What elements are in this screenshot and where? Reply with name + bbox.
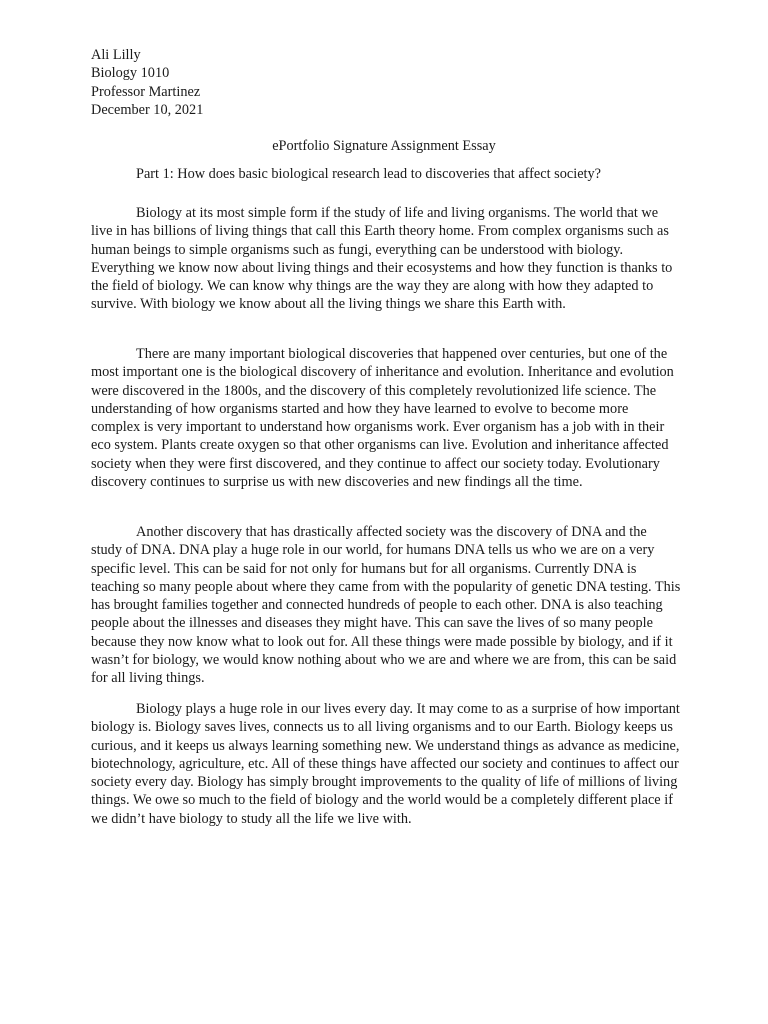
document-date: December 10, 2021 bbox=[91, 101, 204, 118]
part-heading: Part 1: How does basic biological research lead to discoveries that affect society? bbox=[136, 166, 602, 182]
course-name: Biology 1010 bbox=[91, 65, 170, 82]
paragraph-4: Biology plays a huge role in our lives every day. It may come to as a surprise of how important biology is. Biology saves lives, connects us to all living organisms and to our Earth. Biology keeps us curious, and it keeps us always learning something new. We understand things as advance as medicine, biotechnology, agriculture, etc. All of these things have affected our society and continues to affect our society every day. Biology has simply brought improvements to the quality of life of millions of living things. We owe so much to the field of biology and the world would be a completely different place if we didn’t have biology to study all the life we live with. bbox=[91, 701, 680, 827]
document-header bbox=[91, 46, 691, 119]
paragraph-3: Another discovery that has drastically affected society was the discovery of DNA and the study of DNA. DNA play a huge role in our world, for humans DNA tells us who we are on a very specific level. This can be said for not only for humans but for all organisms. Currently DNA is teaching so many people about where they came from with the popularity of genetic DNA testing. This has brought families together and connected hundreds of people to each other. DNA is also teaching people about the illnesses and diseases they might have. This can save the lives of so many people because they now know what to look out for. All these things were made possible by biology, and if it wasn’t for biology, we would know nothing about who we are and where we are from, this can be said for all living things. bbox=[91, 524, 681, 687]
paragraph-1: Biology at its most simple form if the study of life and living organisms. The world that we live in has billions of living things that call this Earth theory home. From complex organisms such as human beings to simple organisms such as fungi, everything can be understood with biology. Everything we know now about living things and their ecosystems and how they function is thanks to the field of biology. We can know why things are the way they are along with how they adapted to survive. With biology we know about all the living things we share this Earth with. bbox=[91, 205, 673, 313]
paragraph-2: There are many important biological discoveries that happened over centuries, but one of the most important one is the biological discovery of inheritance and evolution. Inheritance and evolution were discovered in the 1800s, and the discovery of this completely revolutionized life science. The understanding of how organisms started and how they have learned to evolve to become more complex is very important to understand how organisms work. Ever organism has a job with in their eco system. Plants create oxygen so that other organisms can live. Evolution and inheritance affected society when they were first discovered, and they continue to affect our society today. Evolutionary discovery continues to surprise us with new discoveries and new findings all the time. bbox=[91, 346, 674, 491]
essay-title: ePortfolio Signature Assignment Essay bbox=[272, 138, 496, 154]
author-name: Ali Lilly bbox=[91, 47, 141, 63]
professor-name: Professor Martinez bbox=[91, 83, 201, 100]
